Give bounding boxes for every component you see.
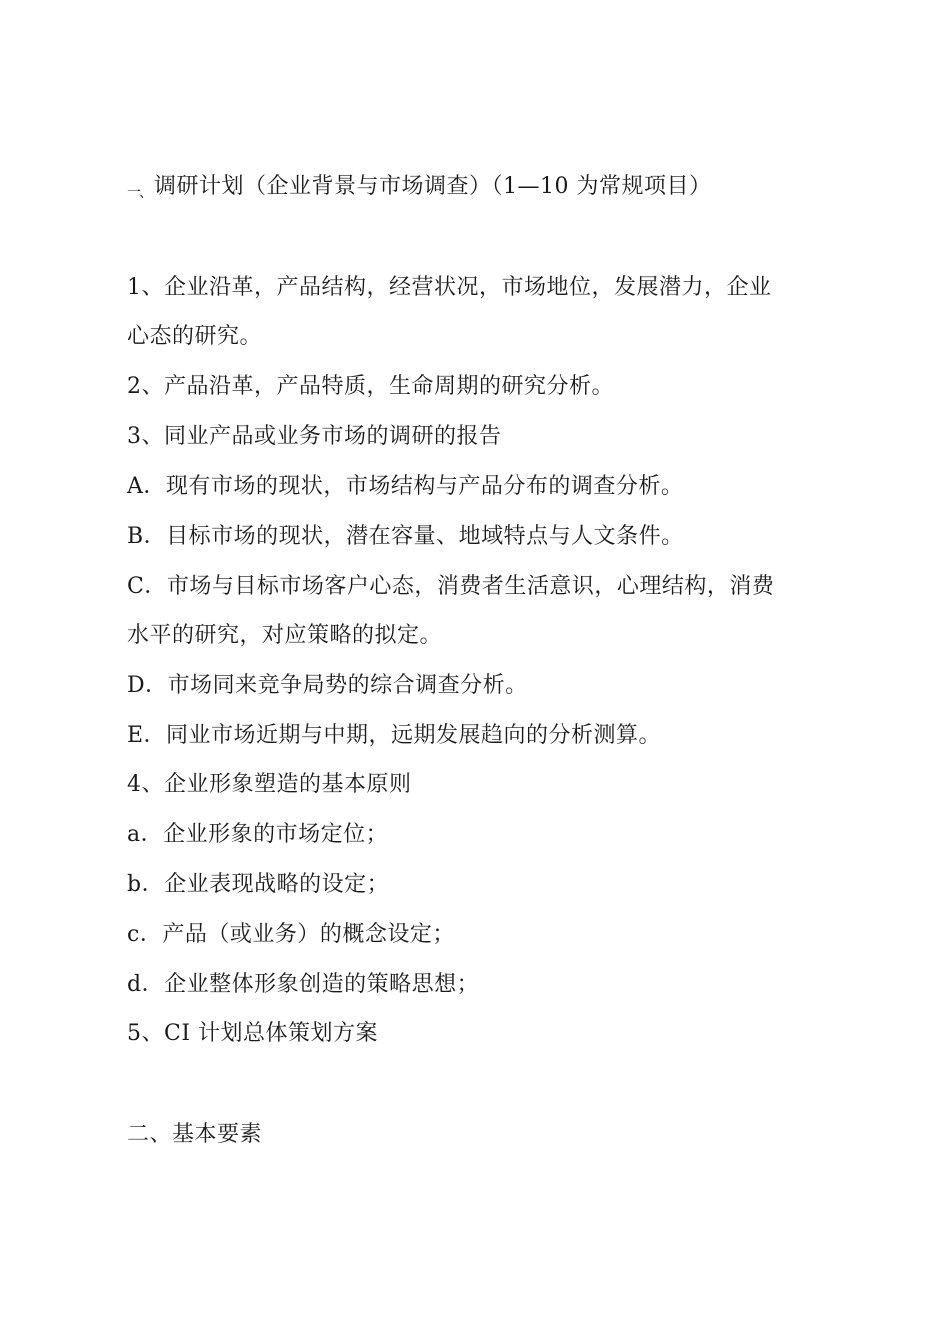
section-title: 调研计划（企业背景与市场调查）（1—10 为常规项目） — [154, 174, 712, 199]
paragraph-line: C．市场与目标市场客户心态，消费者生活意识，心理结构，消费 — [127, 574, 775, 599]
section-heading-basic-elements: 二、基本要素 — [127, 1122, 263, 1147]
paragraph-line: 心态的研究。 — [127, 324, 263, 349]
paragraph-line: 1、企业沿革，产品结构，经营状况，市场地位，发展潜力，企业 — [127, 275, 772, 300]
section-number: 一、 — [127, 185, 151, 201]
paragraph-line: b．企业表现战略的设定； — [127, 872, 390, 897]
paragraph-line: a．企业形象的市场定位； — [127, 822, 389, 847]
paragraph-line: 5、CI 计划总体策划方案 — [127, 1021, 379, 1046]
paragraph-line: 4、企业形象塑造的基本原则 — [127, 772, 412, 797]
paragraph-line: d．企业整体形象创造的策略思想； — [127, 972, 480, 997]
paragraph-line: B．目标市场的现状，潜在容量、地域特点与人文条件。 — [127, 524, 684, 549]
paragraph-line: D．市场同来竞争局势的综合调查分析。 — [127, 673, 528, 698]
section-heading-research-plan — [127, 172, 712, 208]
paragraph-line: c．产品（或业务）的概念设定； — [127, 922, 455, 947]
paragraph-line: 水平的研究，对应策略的拟定。 — [127, 623, 443, 648]
paragraph-line: E．同业市场近期与中期，远期发展趋向的分析测算。 — [127, 723, 662, 748]
paragraph-line: A．现有市场的现状，市场结构与产品分布的调查分析。 — [127, 474, 684, 499]
paragraph-line: 2、产品沿革，产品特质，生命周期的研究分析。 — [127, 374, 614, 399]
paragraph-line: 3、同业产品或业务市场的调研的报告 — [127, 424, 502, 449]
